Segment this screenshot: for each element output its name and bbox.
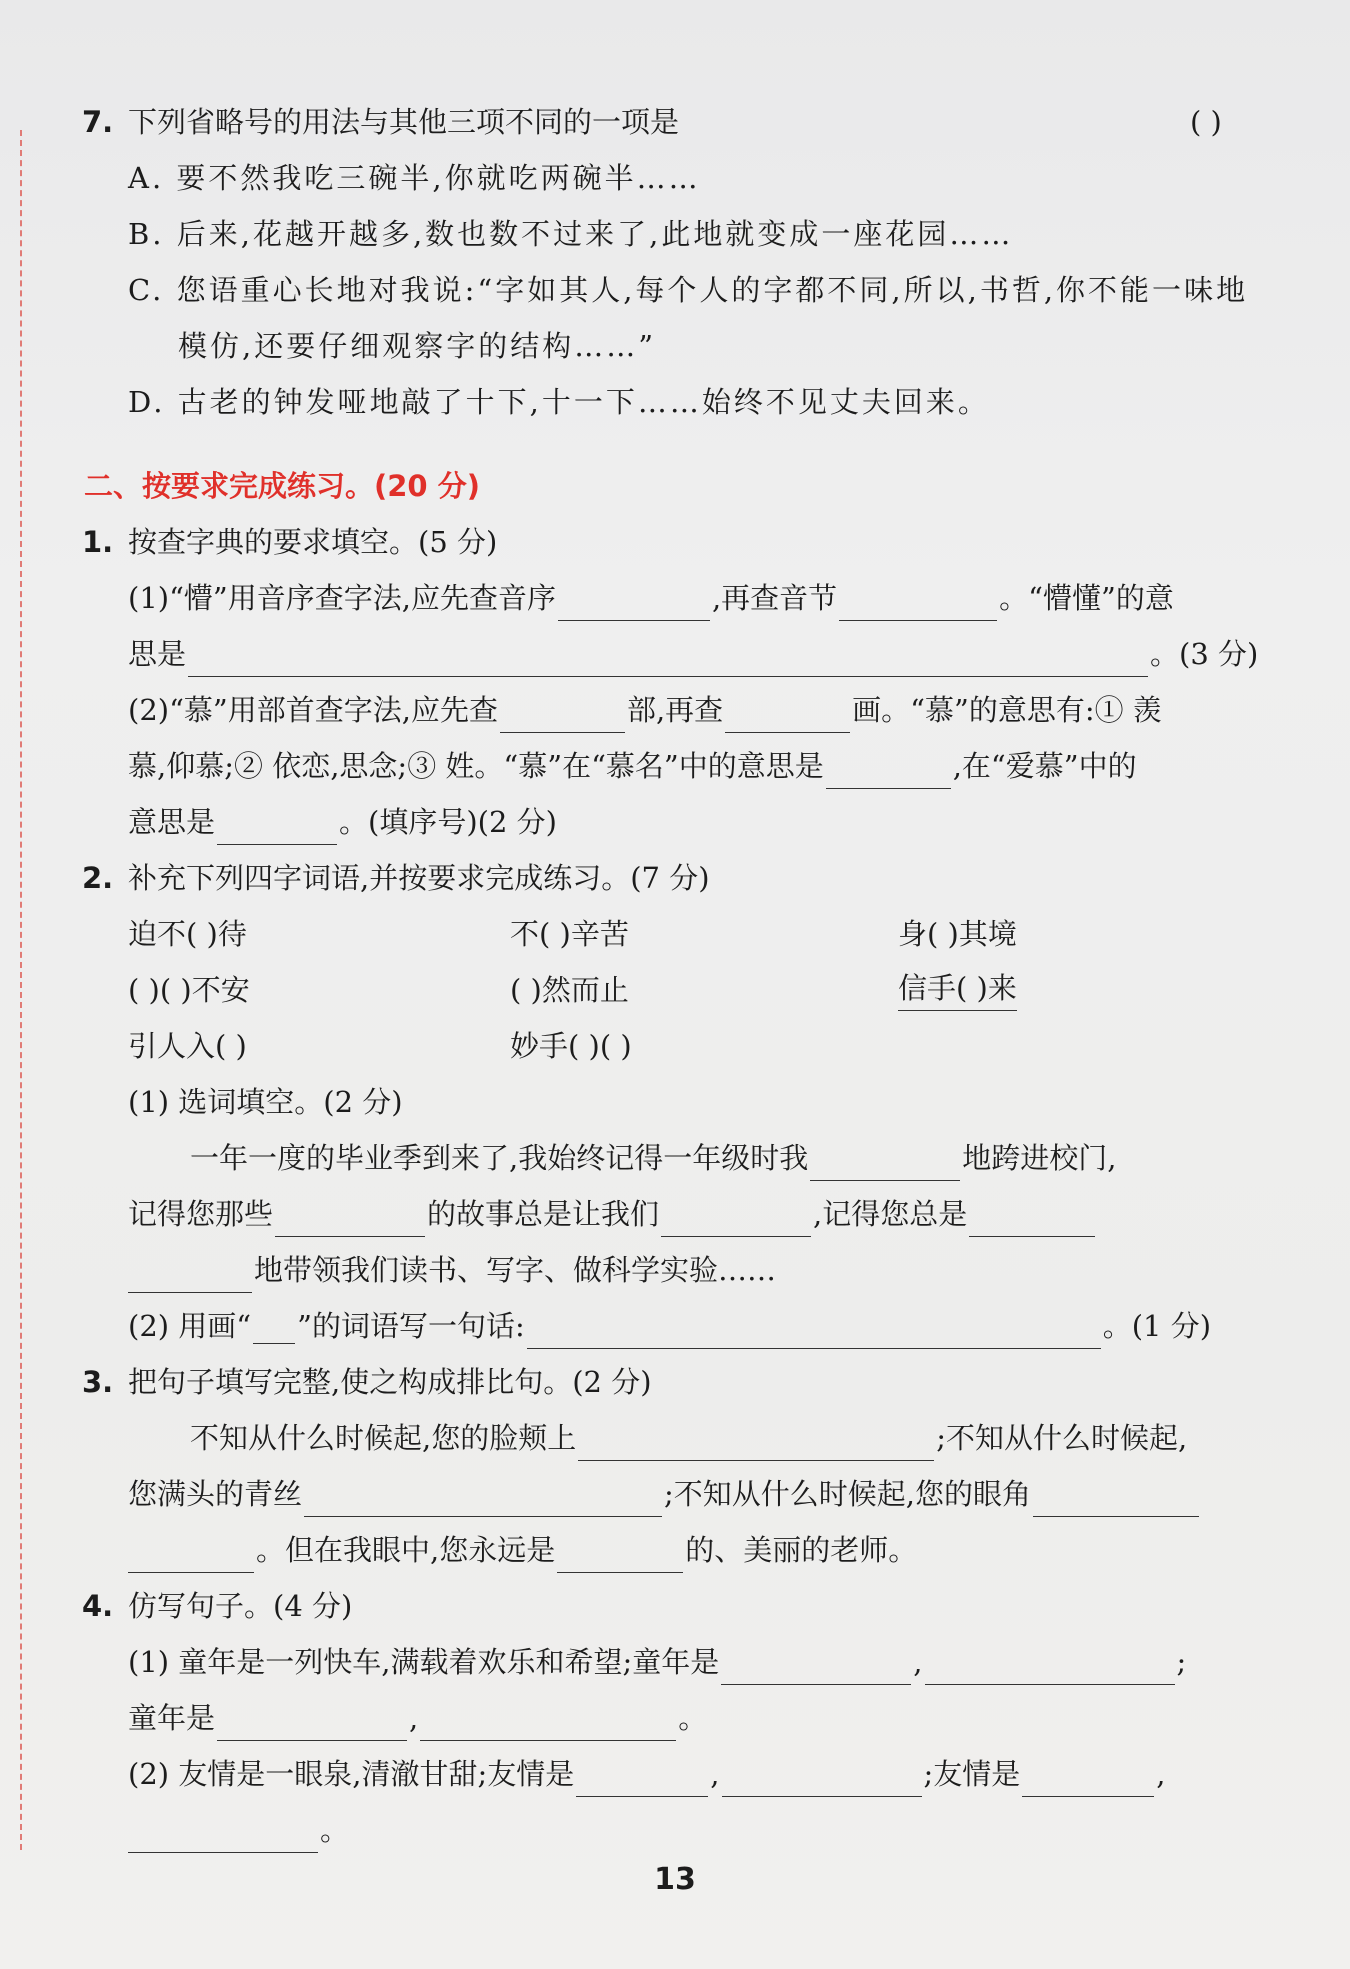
q7-number: 7. bbox=[82, 105, 114, 139]
idiom-item[interactable]: ( )( )不安 bbox=[128, 973, 250, 1007]
q3-text: 把句子填写完整,使之构成排比句。(2 分) bbox=[128, 1365, 652, 1399]
answer-blank[interactable] bbox=[557, 1532, 683, 1573]
answer-blank[interactable] bbox=[721, 1644, 911, 1685]
q2-text: 补充下列四字词语,并按要求完成练习。(7 分) bbox=[128, 861, 710, 895]
answer-blank[interactable] bbox=[527, 1308, 1101, 1349]
answer-blank[interactable] bbox=[558, 580, 710, 621]
underline-sample bbox=[253, 1313, 295, 1344]
idiom-item-underlined[interactable]: 信手( )来 bbox=[898, 966, 1017, 1011]
answer-blank[interactable] bbox=[420, 1700, 676, 1741]
answer-blank[interactable] bbox=[578, 1420, 934, 1461]
q2-number: 2. bbox=[82, 861, 114, 895]
idiom-item[interactable]: 妙手( )( ) bbox=[510, 1029, 632, 1063]
idiom-item[interactable]: ( )然而止 bbox=[510, 973, 629, 1007]
q3-number: 3. bbox=[82, 1365, 114, 1399]
answer-blank[interactable] bbox=[217, 1700, 407, 1741]
answer-blank[interactable] bbox=[722, 1756, 922, 1797]
q4-number: 4. bbox=[82, 1589, 114, 1623]
answer-blank[interactable] bbox=[128, 1532, 254, 1573]
answer-blank[interactable] bbox=[500, 692, 625, 733]
q4-text: 仿写句子。(4 分) bbox=[128, 1589, 353, 1623]
idiom-item[interactable]: 迫不( )待 bbox=[128, 917, 247, 951]
answer-blank[interactable] bbox=[217, 804, 337, 845]
answer-blank[interactable] bbox=[1033, 1476, 1199, 1517]
answer-blank[interactable] bbox=[661, 1196, 811, 1237]
q7-answer-paren[interactable]: ( ) bbox=[1190, 105, 1222, 139]
answer-blank[interactable] bbox=[925, 1644, 1175, 1685]
answer-blank[interactable] bbox=[128, 1252, 252, 1293]
answer-blank[interactable] bbox=[576, 1756, 708, 1797]
answer-blank[interactable] bbox=[128, 1812, 318, 1853]
answer-blank[interactable] bbox=[839, 580, 997, 621]
answer-blank[interactable] bbox=[275, 1196, 425, 1237]
q1-number: 1. bbox=[82, 525, 114, 559]
q7-text: 下列省略号的用法与其他三项不同的一项是 bbox=[128, 105, 680, 139]
idiom-item[interactable]: 身( )其境 bbox=[898, 917, 1017, 951]
idiom-item[interactable]: 引人入( ) bbox=[128, 1029, 247, 1063]
answer-blank[interactable] bbox=[725, 692, 850, 733]
answer-blank[interactable] bbox=[826, 748, 951, 789]
worksheet-page: 7. 下列省略号的用法与其他三项不同的一项是 ( ) A. 要不然我吃三碗半,你就吃两碗半…… B. 后来,花越开越多,数也数不过来了,此地就变成一座花园…… C. 您语重心长地对我说:“字如其人,每个人的字都不同,所以,书哲,你不能一味地 模仿,还要仔细观察字的结构……” D. 古老的钟发哑地敲了十下,十一下……始终不见丈夫回来。 二、按要求完成练习。(20 分) 1. 按查字典的要求填空。(5 分) (1)“懵”用音序查字法,应先查音序 ,再查音节 。“懵懂”的意 思是 。(3 分) (2)“慕”用部首查字法,应先查 部,再查 画。“慕”的意思有:① 羡 慕,仰慕;② 依恋,思念;③ 姓。“慕”在“慕名”中的意思是 ,在“爱慕”中的 意思是 。(填序号)(2 分) 2. 补充下列四字词语,并按要求完成练习。(7 分) 迫不( )待 不( )辛苦 身( )其境 ( )( )不安 ( )然而止 信手( )来 引人入( ) 妙手( )( ) (1) 选词填空。(2 分) 一年一度的毕业季到来了,我始终记得一年级时我 地跨进校门, 记得您那些 的故事总是让我们 ,记得您总是 地带领我们读书、写字、做科学实验…… (2) 用画“ ”的词语写一句话: 。(1 分) 3. 把句子填写完整,使之构成排比句。(2 分) 不知从什么时候起,您的脸颊上 ;不知从什么时候起, 您满头的青丝 ;不知从什么时候起,您的眼角 。但在我眼中,您永远是 的、美丽的老师。 4. 仿写句子。(4 分) (1) 童年是一列快车,满载着欢乐和希望;童年是 , ; 童年是 , 。 (2) 友情是一眼泉,清澈甘甜;友情是 , ;友情是 , 。 13 bbox=[0, 0, 1350, 1969]
q1-text: 按查字典的要求填空。(5 分) bbox=[128, 525, 498, 559]
idiom-item[interactable]: 不( )辛苦 bbox=[510, 917, 629, 951]
answer-blank[interactable] bbox=[188, 636, 1148, 677]
answer-blank[interactable] bbox=[304, 1476, 662, 1517]
margin-line bbox=[20, 130, 22, 1850]
answer-blank[interactable] bbox=[1022, 1756, 1154, 1797]
answer-blank[interactable] bbox=[810, 1140, 960, 1181]
page-number: 13 bbox=[654, 1862, 696, 1897]
answer-blank[interactable] bbox=[969, 1196, 1095, 1237]
